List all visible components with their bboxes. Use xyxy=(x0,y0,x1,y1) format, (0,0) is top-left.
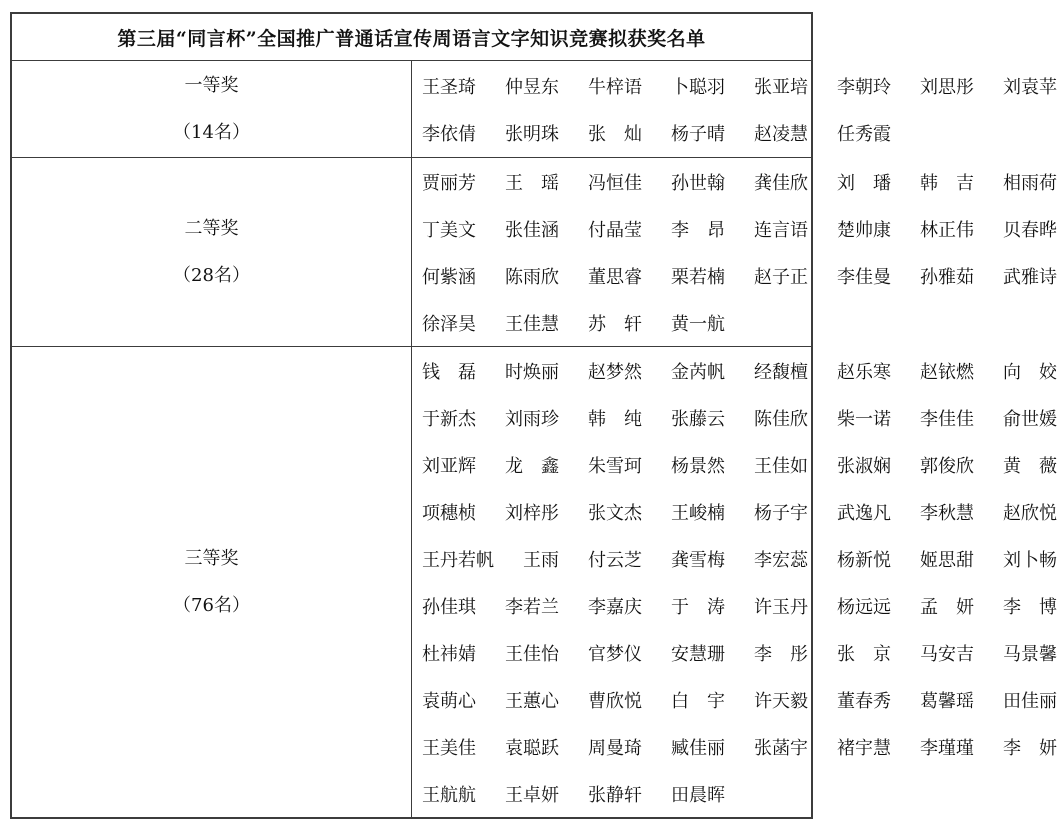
winner-name: 白 宇 xyxy=(671,690,725,712)
winner-name: 褚宇慧 xyxy=(837,737,891,759)
winner-name: 郭俊欣 xyxy=(920,455,974,477)
winner-name: 王佳慧 xyxy=(505,313,559,335)
winner-name: 官梦仪 xyxy=(588,643,642,665)
name-line xyxy=(422,488,1057,535)
winner-name: 柴一诺 xyxy=(837,408,891,430)
name-line xyxy=(422,535,1057,582)
winner-name: 李宏蕊 xyxy=(754,549,808,571)
winner-name: 刘雨珍 xyxy=(505,408,559,430)
winner-name: 韩 纯 xyxy=(588,408,642,430)
prize-names-cell xyxy=(412,61,1057,158)
winner-name: 李若兰 xyxy=(505,596,559,618)
winner-name: 孙佳琪 xyxy=(422,596,476,618)
prize-label-cell xyxy=(11,347,412,819)
winner-name: 龚佳欣 xyxy=(754,172,808,194)
winner-name: 赵铱燃 xyxy=(920,361,974,383)
winner-name: 王丹若帆 xyxy=(422,549,494,571)
prize-row-first-prize xyxy=(11,61,812,158)
name-line xyxy=(422,347,1057,394)
winner-name: 冯恒佳 xyxy=(588,172,642,194)
winner-name: 刘思彤 xyxy=(920,76,974,98)
name-line xyxy=(422,723,1057,770)
winner-name: 王蕙心 xyxy=(505,690,559,712)
winner-name: 相雨荷 xyxy=(1003,172,1057,194)
winner-name: 杨子晴 xyxy=(671,123,725,145)
winner-name: 黄一航 xyxy=(671,313,725,335)
winner-name: 孟 妍 xyxy=(920,596,974,618)
winner-name: 张 灿 xyxy=(588,123,642,145)
winner-name: 俞世媛 xyxy=(1003,408,1057,430)
winner-name: 仲昱东 xyxy=(505,76,559,98)
winner-name: 王雨 xyxy=(523,549,559,571)
winner-name: 张亚培 xyxy=(754,76,808,98)
prize-names-cell xyxy=(412,347,1057,819)
winner-name: 安慧珊 xyxy=(671,643,725,665)
winner-name: 王美佳 xyxy=(422,737,476,759)
winner-name: 徐泽昊 xyxy=(422,313,476,335)
name-line xyxy=(422,299,805,346)
winner-name: 朱雪珂 xyxy=(588,455,642,477)
winner-name: 李 彤 xyxy=(754,643,808,665)
winner-name: 孙世翰 xyxy=(671,172,725,194)
winner-name: 王峻楠 xyxy=(671,502,725,524)
winner-name: 王佳怡 xyxy=(505,643,559,665)
winner-name: 董春秀 xyxy=(837,690,891,712)
winner-name: 李 妍 xyxy=(1003,737,1057,759)
winner-name: 李嘉庆 xyxy=(588,596,642,618)
winner-name: 孙雅茹 xyxy=(920,266,974,288)
prize-row-third-prize xyxy=(11,347,812,819)
winner-name: 王圣琦 xyxy=(422,76,476,98)
name-line xyxy=(422,252,1057,299)
winner-name: 张菡宇 xyxy=(754,737,808,759)
winner-name: 韩 吉 xyxy=(920,172,974,194)
winner-name: 赵子正 xyxy=(754,266,808,288)
winner-name: 陈雨欣 xyxy=(505,266,559,288)
award-table-body xyxy=(11,13,1057,818)
winner-name: 马景馨 xyxy=(1003,643,1057,665)
winner-name: 苏 轩 xyxy=(588,313,642,335)
winner-name: 于 涛 xyxy=(671,596,725,618)
prize-names-cell xyxy=(412,158,1057,347)
winner-name: 李佳曼 xyxy=(837,266,891,288)
winner-name: 李 博 xyxy=(1003,596,1057,618)
winner-name: 王 瑶 xyxy=(505,172,559,194)
winner-name: 姬思甜 xyxy=(920,549,974,571)
winner-name: 金芮帆 xyxy=(671,361,725,383)
winner-name: 王卓妍 xyxy=(505,784,559,806)
award-table xyxy=(10,12,1057,819)
name-line xyxy=(422,109,891,156)
winner-name: 林正伟 xyxy=(920,219,974,241)
winner-name: 李佳佳 xyxy=(920,408,974,430)
winner-name: 赵凌慧 xyxy=(754,123,808,145)
winner-name: 张文杰 xyxy=(588,502,642,524)
prize-count-label: （76名） xyxy=(173,595,250,616)
name-line xyxy=(422,676,1057,723)
winner-name: 任秀霞 xyxy=(837,123,891,145)
winner-name: 袁萌心 xyxy=(422,690,476,712)
prize-label-cell xyxy=(11,61,412,158)
prize-name-label: 二等奖 xyxy=(184,218,239,239)
winner-name: 赵欣悦 xyxy=(1003,502,1057,524)
name-line xyxy=(422,441,1057,488)
winner-name: 何紫涵 xyxy=(422,266,476,288)
winner-name: 许天毅 xyxy=(754,690,808,712)
winner-name: 牛梓语 xyxy=(588,76,642,98)
winner-name: 于新杰 xyxy=(422,408,476,430)
winner-name: 刘 璠 xyxy=(837,172,891,194)
winner-name: 张佳涵 xyxy=(505,219,559,241)
winner-name: 田晨晖 xyxy=(671,784,725,806)
title-row xyxy=(11,13,812,61)
winner-name: 连言语 xyxy=(754,219,808,241)
name-line xyxy=(422,158,1057,205)
winner-name: 杨新悦 xyxy=(837,549,891,571)
winner-name: 赵乐寒 xyxy=(837,361,891,383)
prize-count-label: （28名） xyxy=(173,265,250,286)
winner-name: 王航航 xyxy=(422,784,476,806)
winner-name: 周曼琦 xyxy=(588,737,642,759)
prize-row-second-prize xyxy=(11,158,812,347)
winner-name: 李秋慧 xyxy=(920,502,974,524)
winner-name: 武逸凡 xyxy=(837,502,891,524)
winner-name: 许玉丹 xyxy=(754,596,808,618)
name-line xyxy=(422,582,1057,629)
winner-name: 刘亚辉 xyxy=(422,455,476,477)
name-line xyxy=(422,205,1057,252)
winner-name: 李依倩 xyxy=(422,123,476,145)
name-line xyxy=(422,62,1057,109)
winner-name: 杨远远 xyxy=(837,596,891,618)
winner-name: 栗若楠 xyxy=(671,266,725,288)
winner-name: 贾丽芳 xyxy=(422,172,476,194)
winner-name: 李朝玲 xyxy=(837,76,891,98)
winner-name: 张明珠 xyxy=(505,123,559,145)
winner-name: 时焕丽 xyxy=(505,361,559,383)
winner-name: 经馥檀 xyxy=(754,361,808,383)
winner-name: 张 京 xyxy=(837,643,891,665)
prize-count-label: （14名） xyxy=(173,122,250,143)
winner-name: 付云芝 xyxy=(588,549,642,571)
winner-name: 张淑娴 xyxy=(837,455,891,477)
winner-name: 王佳如 xyxy=(754,455,808,477)
winner-name: 张静轩 xyxy=(588,784,642,806)
winner-name: 陈佳欣 xyxy=(754,408,808,430)
winner-name: 刘卜畅 xyxy=(1003,549,1057,571)
winner-name: 项穗桢 xyxy=(422,502,476,524)
name-line xyxy=(422,394,1057,441)
winner-name: 张藤云 xyxy=(671,408,725,430)
prize-name-label: 一等奖 xyxy=(184,75,239,96)
winner-name: 向 姣 xyxy=(1003,361,1057,383)
prize-label-cell xyxy=(11,158,412,347)
winner-name: 李 昂 xyxy=(671,219,725,241)
winner-name: 杨景然 xyxy=(671,455,725,477)
winner-name: 曹欣悦 xyxy=(588,690,642,712)
winner-name: 付晶莹 xyxy=(588,219,642,241)
winner-name: 黄 薇 xyxy=(1003,455,1057,477)
winner-name: 刘袁苹 xyxy=(1003,76,1057,98)
winner-name: 葛馨瑶 xyxy=(920,690,974,712)
table-title: 第三届“同言杯”全国推广普通话宣传周语言文字知识竞赛拟获奖名单 xyxy=(11,13,812,61)
winner-name: 武雅诗 xyxy=(1003,266,1057,288)
winner-name: 钱 磊 xyxy=(422,361,476,383)
winner-name: 田佳丽 xyxy=(1003,690,1057,712)
winner-name: 贝春晔 xyxy=(1003,219,1057,241)
winner-name: 李瑾瑾 xyxy=(920,737,974,759)
winner-name: 杨子宇 xyxy=(754,502,808,524)
winner-name: 袁聪跃 xyxy=(505,737,559,759)
winner-name: 丁美文 xyxy=(422,219,476,241)
winner-name: 臧佳丽 xyxy=(671,737,725,759)
winner-name: 龙 鑫 xyxy=(505,455,559,477)
name-line xyxy=(422,629,1057,676)
winner-name: 马安吉 xyxy=(920,643,974,665)
winner-name: 赵梦然 xyxy=(588,361,642,383)
name-line xyxy=(422,770,805,817)
winner-name: 楚帅康 xyxy=(837,219,891,241)
prize-name-label: 三等奖 xyxy=(184,548,239,569)
winner-name: 杜祎婧 xyxy=(422,643,476,665)
winner-name: 龚雪梅 xyxy=(671,549,725,571)
winner-name: 刘梓彤 xyxy=(505,502,559,524)
winner-name: 卜聪羽 xyxy=(671,76,725,98)
winner-name: 董思睿 xyxy=(588,266,642,288)
